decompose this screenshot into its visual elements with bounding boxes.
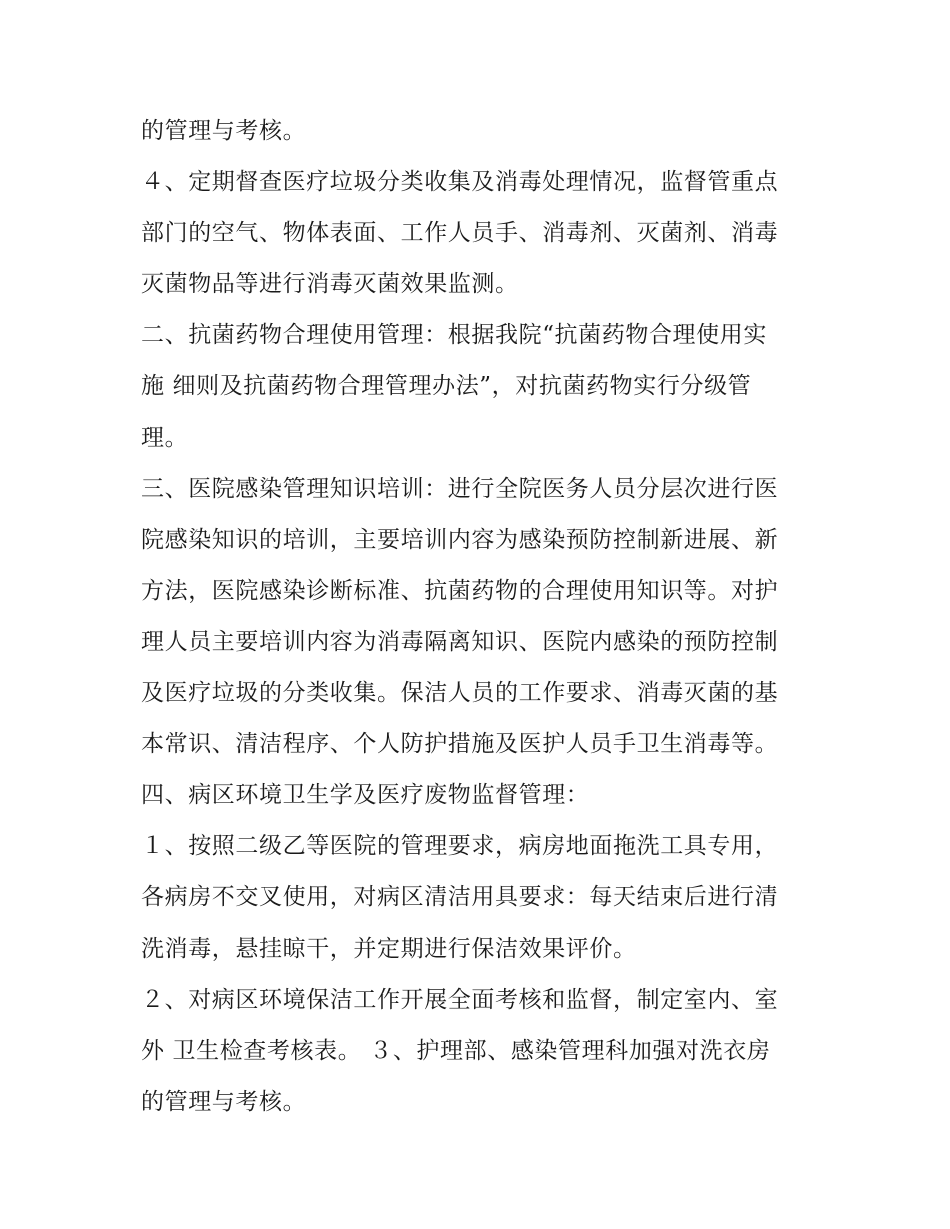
text-line: 三、医院感染管理知识培训：进行全院医务人员分层次进行医 — [141, 475, 779, 502]
text-line: 院感染知识的培训，主要培训内容为感染预防控制新进展、新 — [141, 526, 779, 553]
text-line: 及医疗垃圾的分类收集。保洁人员的工作要求、消毒灭菌的基 — [141, 680, 779, 707]
text-line: 各病房不交叉使用，对病区清洁用具要求：每天结束后进行清 — [141, 884, 779, 911]
text-line: 洗消毒，悬挂晾干，并定期进行保洁效果评价。 — [141, 935, 637, 962]
text-line: １、按照二级乙等医院的管理要求，病房地面拖洗工具专用， — [141, 833, 779, 860]
text-line: 理人员主要培训内容为消毒隔离知识、医院内感染的预防控制 — [141, 628, 779, 655]
text-line: 外 卫生检查考核表。 ３、护理部、感染管理科加强对洗衣房 — [141, 1037, 771, 1064]
text-line: 理。 — [141, 424, 189, 451]
text-line: 的管理与考核。 — [141, 118, 307, 144]
text-line: 施 细则及抗菌药物合理管理办法”，对抗菌药物实行分级管 — [141, 373, 752, 400]
text-line: ４、定期督查医疗垃圾分类收集及消毒处理情况，监督管重点 — [141, 169, 779, 196]
text-line: 的管理与考核。 — [141, 1088, 307, 1115]
text-line: 灭菌物品等进行消毒灭菌效果监测。 — [141, 271, 519, 298]
text-line: 二、抗菌药物合理使用管理：根据我院“抗菌药物合理使用实 — [141, 322, 767, 349]
text-line: 本常识、清洁程序、个人防护措施及医护人员手卫生消毒等。 — [141, 731, 779, 758]
text-line: ２、对病区环境保洁工作开展全面考核和监督，制定室内、室 — [141, 986, 779, 1013]
text-line: 四、病区环境卫生学及医疗废物监督管理： — [141, 782, 590, 809]
text-line: 方法，医院感染诊断标准、抗菌药物的合理使用知识等。对护 — [141, 577, 779, 604]
text-line: 部门的空气、物体表面、工作人员手、消毒剂、灭菌剂、消毒 — [141, 220, 779, 247]
document-body — [141, 106, 821, 1128]
